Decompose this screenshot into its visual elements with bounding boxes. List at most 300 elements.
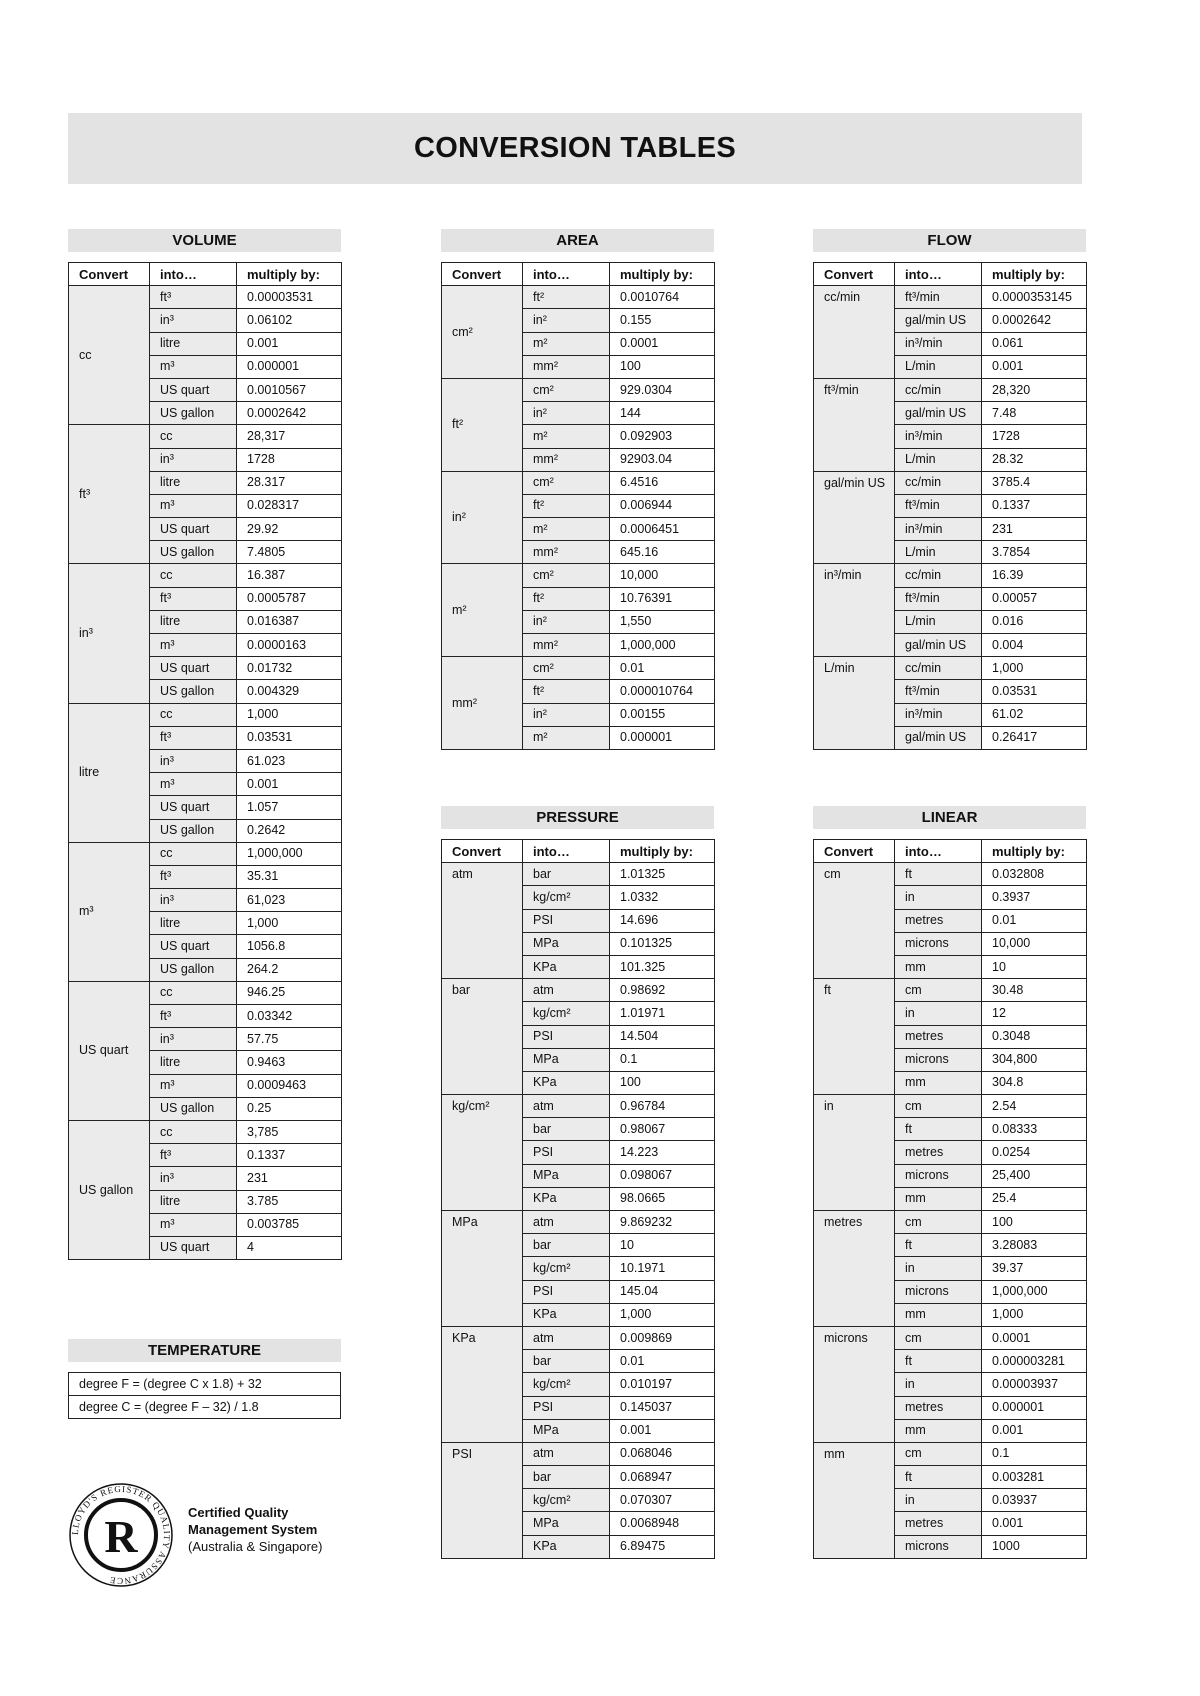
multiplier-cell: 35.31: [237, 865, 342, 888]
convert-from-cell: kg/cm²: [442, 1095, 523, 1211]
multiplier-cell: 1,000: [982, 657, 1087, 680]
table-row: [69, 703, 342, 726]
convert-from-cell: PSI: [442, 1442, 523, 1558]
convert-from-cell: mm: [814, 1442, 895, 1558]
multiplier-cell: 0.01: [982, 909, 1087, 932]
into-unit-cell: mm²: [523, 448, 610, 471]
multiplier-cell: 0.9463: [237, 1051, 342, 1074]
table-row: [814, 1326, 1087, 1349]
multiplier-cell: 29.92: [237, 518, 342, 541]
into-unit-cell: kg/cm²: [523, 886, 610, 909]
certification-block: [66, 1480, 366, 1590]
into-unit-cell: ft³/min: [895, 286, 982, 309]
multiplier-cell: 1,000,000: [237, 842, 342, 865]
into-unit-cell: ft²: [523, 587, 610, 610]
title-banner: [68, 113, 1082, 184]
into-unit-cell: in³/min: [895, 518, 982, 541]
convert-from-cell: in³: [69, 564, 150, 703]
multiplier-cell: 0.06102: [237, 309, 342, 332]
logo-ring-text: LLOYD'S REGISTER QUALITY ASSURANCE: [69, 1483, 173, 1587]
table-row: [814, 863, 1087, 886]
header-row: [814, 263, 1087, 286]
into-unit-cell: mm: [895, 1071, 982, 1094]
into-unit-cell: in²: [523, 610, 610, 633]
into-unit-cell: PSI: [523, 1396, 610, 1419]
into-unit-cell: gal/min US: [895, 726, 982, 749]
table-row: [442, 378, 715, 401]
multiplier-cell: 25.4: [982, 1187, 1087, 1210]
convert-from-cell: in: [814, 1095, 895, 1211]
convert-from-cell: litre: [69, 703, 150, 842]
multiplier-cell: 3.785: [237, 1190, 342, 1213]
convert-from-cell: ft²: [442, 378, 523, 471]
convert-from-cell: microns: [814, 1326, 895, 1442]
multiplier-cell: 0.0002642: [982, 309, 1087, 332]
multiplier-cell: 1,000,000: [982, 1280, 1087, 1303]
multiplier-cell: 0.0254: [982, 1141, 1087, 1164]
convert-header: Convert: [69, 263, 150, 286]
table-row: [814, 286, 1087, 309]
into-unit-cell: m²: [523, 726, 610, 749]
into-unit-cell: MPa: [523, 932, 610, 955]
into-unit-cell: cm: [895, 1211, 982, 1234]
table-row: [442, 863, 715, 886]
multiplier-cell: 1.0332: [610, 886, 715, 909]
into-unit-cell: PSI: [523, 1141, 610, 1164]
into-unit-cell: MPa: [523, 1419, 610, 1442]
multiplier-cell: 0.000010764: [610, 680, 715, 703]
into-unit-cell: atm: [523, 1211, 610, 1234]
into-unit-cell: gal/min US: [895, 634, 982, 657]
multiplier-cell: 0.98067: [610, 1118, 715, 1141]
into-unit-cell: US quart: [150, 657, 237, 680]
multiplier-cell: 0.028317: [237, 494, 342, 517]
multiplier-cell: 0.001: [982, 1512, 1087, 1535]
multiplier-cell: 1,000: [610, 1303, 715, 1326]
into-unit-cell: m³: [150, 1074, 237, 1097]
into-unit-cell: ft: [895, 1350, 982, 1373]
multiplier-cell: 0.0006451: [610, 518, 715, 541]
multiplier-cell: 0.00057: [982, 587, 1087, 610]
volume-title: VOLUME: [68, 229, 341, 252]
multiplier-cell: 0.1337: [237, 1144, 342, 1167]
into-unit-cell: mm: [895, 955, 982, 978]
multiplier-cell: 0.01: [610, 1350, 715, 1373]
multiplier-cell: 12: [982, 1002, 1087, 1025]
convert-from-cell: in³/min: [814, 564, 895, 657]
multiplier-cell: 0.98692: [610, 979, 715, 1002]
into-unit-cell: bar: [523, 863, 610, 886]
multiplier-cell: 10: [610, 1234, 715, 1257]
into-unit-cell: litre: [150, 1051, 237, 1074]
multiplier-cell: 14.696: [610, 909, 715, 932]
table-row: [814, 657, 1087, 680]
into-unit-cell: PSI: [523, 1025, 610, 1048]
into-unit-cell: in: [895, 1489, 982, 1512]
multiplier-cell: 0.01732: [237, 657, 342, 680]
multiplier-cell: 28,320: [982, 378, 1087, 401]
multiplier-cell: 10,000: [982, 932, 1087, 955]
multiplier-cell: 101.325: [610, 955, 715, 978]
into-unit-cell: cc/min: [895, 378, 982, 401]
table-row: [442, 471, 715, 494]
into-unit-cell: ft³: [150, 286, 237, 309]
multiplier-cell: 0.001: [237, 332, 342, 355]
temperature-title: TEMPERATURE: [68, 1339, 341, 1362]
multiplier-cell: 1728: [982, 425, 1087, 448]
certification-text: [188, 1504, 322, 1555]
multiplier-cell: 0.068046: [610, 1442, 715, 1465]
multiplier-cell: 7.48: [982, 402, 1087, 425]
into-unit-cell: atm: [523, 1095, 610, 1118]
into-unit-cell: US gallon: [150, 541, 237, 564]
into-unit-cell: ft²: [523, 286, 610, 309]
multiply-header: multiply by:: [982, 263, 1087, 286]
into-unit-cell: ft²: [523, 680, 610, 703]
into-unit-cell: in³/min: [895, 425, 982, 448]
into-header: into…: [895, 840, 982, 863]
into-unit-cell: ft³: [150, 865, 237, 888]
convert-from-cell: cm: [814, 863, 895, 979]
cert-line-3: (Australia & Singapore): [188, 1539, 323, 1554]
multiplier-cell: 0.1: [610, 1048, 715, 1071]
into-unit-cell: bar: [523, 1466, 610, 1489]
multiplier-cell: 0.006944: [610, 494, 715, 517]
multiplier-cell: 0.001: [982, 355, 1087, 378]
multiplier-cell: 28.317: [237, 471, 342, 494]
convert-from-cell: L/min: [814, 657, 895, 750]
into-unit-cell: ft³/min: [895, 494, 982, 517]
multiplier-cell: 16.387: [237, 564, 342, 587]
table-row: [69, 286, 342, 309]
into-unit-cell: in: [895, 886, 982, 909]
multiplier-cell: 231: [982, 518, 1087, 541]
into-unit-cell: ft³: [150, 587, 237, 610]
into-unit-cell: m²: [523, 332, 610, 355]
into-unit-cell: cc/min: [895, 657, 982, 680]
into-unit-cell: mm: [895, 1187, 982, 1210]
multiplier-cell: 1.057: [237, 796, 342, 819]
convert-from-cell: gal/min US: [814, 471, 895, 564]
into-unit-cell: cc: [150, 1120, 237, 1143]
into-unit-cell: US gallon: [150, 819, 237, 842]
into-unit-cell: in³/min: [895, 703, 982, 726]
into-unit-cell: L/min: [895, 355, 982, 378]
into-unit-cell: metres: [895, 909, 982, 932]
convert-header: Convert: [814, 263, 895, 286]
multiplier-cell: 7.4805: [237, 541, 342, 564]
multiplier-cell: 0.000001: [610, 726, 715, 749]
multiplier-cell: 0.000001: [237, 355, 342, 378]
convert-from-cell: m²: [442, 564, 523, 657]
into-unit-cell: metres: [895, 1512, 982, 1535]
multiplier-cell: 0.3048: [982, 1025, 1087, 1048]
multiplier-cell: 10: [982, 955, 1087, 978]
into-unit-cell: microns: [895, 1048, 982, 1071]
temperature-formula-c: degree C = (degree F – 32) / 1.8: [68, 1396, 341, 1419]
convert-from-cell: KPa: [442, 1326, 523, 1442]
convert-from-cell: MPa: [442, 1211, 523, 1327]
multiplier-cell: 0.3937: [982, 886, 1087, 909]
multiplier-cell: 1.01325: [610, 863, 715, 886]
multiplier-cell: 0.009869: [610, 1326, 715, 1349]
multiplier-cell: 0.001: [237, 773, 342, 796]
into-unit-cell: US quart: [150, 378, 237, 401]
header-row: [814, 840, 1087, 863]
into-unit-cell: cc/min: [895, 564, 982, 587]
multiplier-cell: 0.101325: [610, 932, 715, 955]
multiplier-cell: 0.25: [237, 1097, 342, 1120]
convert-from-cell: m³: [69, 842, 150, 981]
multiplier-cell: 0.001: [610, 1419, 715, 1442]
into-unit-cell: in³/min: [895, 332, 982, 355]
lloyds-register-logo-icon: [66, 1480, 176, 1590]
convert-from-cell: cc: [69, 286, 150, 425]
into-unit-cell: bar: [523, 1234, 610, 1257]
multiplier-cell: 61,023: [237, 889, 342, 912]
convert-from-cell: US gallon: [69, 1120, 150, 1259]
cert-line-1: Certified Quality: [188, 1505, 289, 1520]
into-header: into…: [895, 263, 982, 286]
into-unit-cell: in³: [150, 309, 237, 332]
into-unit-cell: US gallon: [150, 1097, 237, 1120]
multiplier-cell: 0.03342: [237, 1005, 342, 1028]
into-unit-cell: cm: [895, 979, 982, 1002]
into-unit-cell: ft³: [150, 1144, 237, 1167]
table-row: [69, 842, 342, 865]
multiply-header: multiply by:: [982, 840, 1087, 863]
area-table: [441, 262, 715, 750]
multiplier-cell: 0.061: [982, 332, 1087, 355]
multiplier-cell: 0.001: [982, 1419, 1087, 1442]
table-row: [442, 979, 715, 1002]
multiplier-cell: 14.504: [610, 1025, 715, 1048]
into-unit-cell: US quart: [150, 935, 237, 958]
into-unit-cell: bar: [523, 1350, 610, 1373]
into-unit-cell: in³: [150, 889, 237, 912]
table-row: [442, 1211, 715, 1234]
multiplier-cell: 3785.4: [982, 471, 1087, 494]
into-unit-cell: US gallon: [150, 958, 237, 981]
multiplier-cell: 929.0304: [610, 378, 715, 401]
table-row: [814, 979, 1087, 1002]
into-unit-cell: in²: [523, 309, 610, 332]
area-title: AREA: [441, 229, 714, 252]
table-row: [442, 1442, 715, 1465]
table-row: [442, 657, 715, 680]
convert-from-cell: cm²: [442, 286, 523, 379]
multiplier-cell: 0.000003281: [982, 1350, 1087, 1373]
into-unit-cell: mm²: [523, 355, 610, 378]
into-unit-cell: litre: [150, 912, 237, 935]
multiplier-cell: 0.003785: [237, 1213, 342, 1236]
into-unit-cell: US quart: [150, 518, 237, 541]
into-unit-cell: ft: [895, 1466, 982, 1489]
table-row: [814, 1211, 1087, 1234]
into-unit-cell: in³: [150, 749, 237, 772]
multiplier-cell: 145.04: [610, 1280, 715, 1303]
table-row: [69, 1120, 342, 1143]
into-unit-cell: MPa: [523, 1164, 610, 1187]
multiply-header: multiply by:: [610, 840, 715, 863]
multiplier-cell: 2.54: [982, 1095, 1087, 1118]
multiplier-cell: 0.08333: [982, 1118, 1087, 1141]
multiplier-cell: 0.098067: [610, 1164, 715, 1187]
into-unit-cell: mm²: [523, 541, 610, 564]
flow-section: [813, 229, 1086, 750]
multiplier-cell: 1728: [237, 448, 342, 471]
into-unit-cell: atm: [523, 1326, 610, 1349]
multiplier-cell: 3.7854: [982, 541, 1087, 564]
into-unit-cell: ft: [895, 1118, 982, 1141]
temperature-formula-f: degree F = (degree C x 1.8) + 32: [68, 1372, 341, 1396]
into-unit-cell: cm²: [523, 471, 610, 494]
multiplier-cell: 100: [610, 1071, 715, 1094]
multiplier-cell: 946.25: [237, 981, 342, 1004]
into-unit-cell: m³: [150, 1213, 237, 1236]
table-row: [69, 564, 342, 587]
multiplier-cell: 10,000: [610, 564, 715, 587]
multiplier-cell: 264.2: [237, 958, 342, 981]
into-unit-cell: ft: [895, 863, 982, 886]
into-unit-cell: cc: [150, 564, 237, 587]
table-row: [814, 471, 1087, 494]
pressure-title: PRESSURE: [441, 806, 714, 829]
convert-from-cell: mm²: [442, 657, 523, 750]
multiplier-cell: 0.03531: [982, 680, 1087, 703]
into-unit-cell: ft³/min: [895, 587, 982, 610]
into-unit-cell: atm: [523, 1442, 610, 1465]
multiplier-cell: 1,000: [982, 1303, 1087, 1326]
into-unit-cell: in²: [523, 402, 610, 425]
into-unit-cell: US gallon: [150, 402, 237, 425]
into-unit-cell: cm²: [523, 378, 610, 401]
into-unit-cell: in³: [150, 448, 237, 471]
multiplier-cell: 98.0665: [610, 1187, 715, 1210]
into-unit-cell: L/min: [895, 541, 982, 564]
into-unit-cell: ft²: [523, 494, 610, 517]
multiplier-cell: 0.155: [610, 309, 715, 332]
into-unit-cell: KPa: [523, 1303, 610, 1326]
multiplier-cell: 0.2642: [237, 819, 342, 842]
convert-from-cell: ft: [814, 979, 895, 1095]
into-unit-cell: mm: [895, 1419, 982, 1442]
header-row: [442, 263, 715, 286]
multiplier-cell: 0.03937: [982, 1489, 1087, 1512]
multiplier-cell: 144: [610, 402, 715, 425]
multiplier-cell: 6.4516: [610, 471, 715, 494]
into-unit-cell: mm: [895, 1303, 982, 1326]
header-row: [69, 263, 342, 286]
multiplier-cell: 0.03531: [237, 726, 342, 749]
into-unit-cell: gal/min US: [895, 309, 982, 332]
page-title: CONVERSION TABLES: [414, 132, 736, 164]
multiplier-cell: 0.004: [982, 634, 1087, 657]
into-unit-cell: KPa: [523, 1535, 610, 1558]
into-unit-cell: kg/cm²: [523, 1489, 610, 1512]
multiplier-cell: 10.1971: [610, 1257, 715, 1280]
convert-header: Convert: [814, 840, 895, 863]
multiplier-cell: 0.0005787: [237, 587, 342, 610]
into-unit-cell: m³: [150, 355, 237, 378]
into-unit-cell: m²: [523, 425, 610, 448]
logo-letter: R: [104, 1511, 138, 1562]
into-unit-cell: mm²: [523, 634, 610, 657]
multiplier-cell: 4: [237, 1236, 342, 1259]
into-unit-cell: ft³: [150, 1005, 237, 1028]
multiplier-cell: 0.00003531: [237, 286, 342, 309]
pressure-table: [441, 839, 715, 1559]
into-unit-cell: m³: [150, 494, 237, 517]
multiplier-cell: 28.32: [982, 448, 1087, 471]
into-unit-cell: metres: [895, 1025, 982, 1048]
convert-from-cell: US quart: [69, 981, 150, 1120]
into-unit-cell: in²: [523, 703, 610, 726]
multiplier-cell: 10.76391: [610, 587, 715, 610]
linear-table: [813, 839, 1087, 1559]
into-unit-cell: US quart: [150, 796, 237, 819]
multiplier-cell: 0.068947: [610, 1466, 715, 1489]
into-unit-cell: microns: [895, 1535, 982, 1558]
into-unit-cell: cm: [895, 1326, 982, 1349]
convert-from-cell: atm: [442, 863, 523, 979]
into-unit-cell: ft³: [150, 726, 237, 749]
table-row: [69, 981, 342, 1004]
multiplier-cell: 304.8: [982, 1071, 1087, 1094]
convert-from-cell: ft³/min: [814, 378, 895, 471]
volume-table: [68, 262, 342, 1260]
into-header: into…: [523, 840, 610, 863]
into-unit-cell: cc: [150, 425, 237, 448]
flow-table: [813, 262, 1087, 750]
multiplier-cell: 0.004329: [237, 680, 342, 703]
into-unit-cell: PSI: [523, 1280, 610, 1303]
multiplier-cell: 61.02: [982, 703, 1087, 726]
multiplier-cell: 0.145037: [610, 1396, 715, 1419]
convert-from-cell: in²: [442, 471, 523, 564]
into-unit-cell: ft³/min: [895, 680, 982, 703]
linear-section: [813, 806, 1086, 1559]
into-unit-cell: cm: [895, 1095, 982, 1118]
area-section: [441, 229, 714, 750]
into-unit-cell: microns: [895, 1164, 982, 1187]
table-row: [442, 1326, 715, 1349]
into-header: into…: [523, 263, 610, 286]
into-unit-cell: KPa: [523, 1071, 610, 1094]
into-unit-cell: microns: [895, 932, 982, 955]
multiplier-cell: 92903.04: [610, 448, 715, 471]
multiplier-cell: 0.0009463: [237, 1074, 342, 1097]
multiplier-cell: 39.37: [982, 1257, 1087, 1280]
into-unit-cell: m³: [150, 634, 237, 657]
flow-title: FLOW: [813, 229, 1086, 252]
table-row: [814, 378, 1087, 401]
table-row: [814, 1442, 1087, 1465]
into-unit-cell: litre: [150, 332, 237, 355]
multiplier-cell: 0.016387: [237, 610, 342, 633]
multiply-header: multiply by:: [610, 263, 715, 286]
into-unit-cell: PSI: [523, 909, 610, 932]
multiplier-cell: 28,317: [237, 425, 342, 448]
multiplier-cell: 0.96784: [610, 1095, 715, 1118]
multiplier-cell: 0.032808: [982, 863, 1087, 886]
into-unit-cell: cc: [150, 842, 237, 865]
into-unit-cell: in³: [150, 1028, 237, 1051]
convert-from-cell: bar: [442, 979, 523, 1095]
into-unit-cell: in³: [150, 1167, 237, 1190]
into-unit-cell: cm: [895, 1442, 982, 1465]
into-unit-cell: cc: [150, 981, 237, 1004]
